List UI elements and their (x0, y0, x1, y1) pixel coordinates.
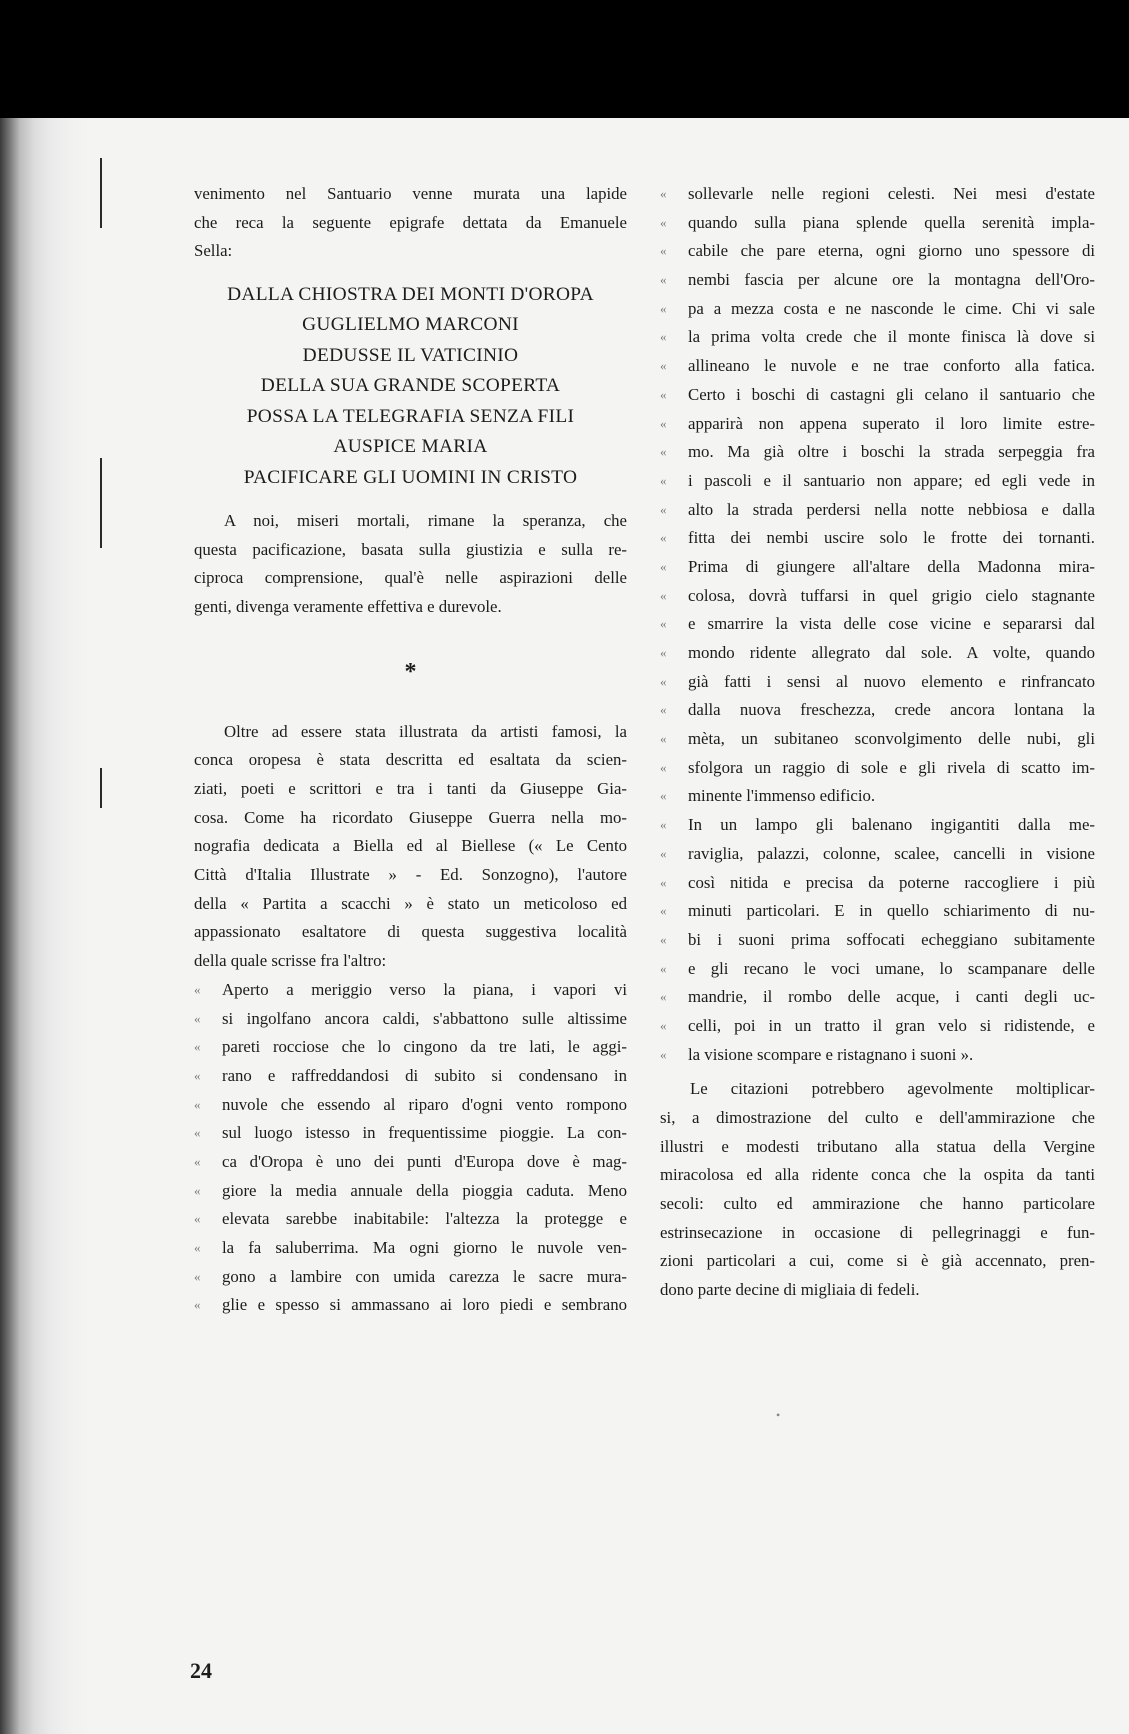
quote-block-final (660, 811, 1095, 1069)
quote-line: « gono a lambire con umida carezza le sacre mura- (194, 1263, 627, 1292)
quote-line: « ca d'Oropa è uno dei punti d'Europa dove è mag- (194, 1148, 627, 1177)
quote-line: « Aperto a meriggio verso la piana, i vapori vi (194, 976, 627, 1005)
quote-line: « cabile che pare eterna, ogni giorno uno spessore di (660, 237, 1095, 266)
quote-line: « Prima di giungere all'altare della Madonna mira- (660, 553, 1095, 582)
intro-paragraph (194, 180, 627, 266)
paragraph-line: genti, divenga veramente effettiva e durevole. (194, 596, 502, 616)
epigraph-line: GUGLIELMO MARCONI (302, 314, 519, 336)
epigraph-line: PACIFICARE GLI UOMINI IN CRISTO (243, 466, 578, 488)
epigraph-line: DEDUSSE IL VATICINIO (302, 344, 519, 366)
quote-line: « allineano le nuvole e ne trae conforto alla fatica. (660, 352, 1095, 381)
quote-line: « sfolgora un raggio di sole e gli rivela di scatto im- (660, 754, 1095, 783)
right-column (660, 180, 1095, 1305)
quote-line: « minuti particolari. E in quello schiarimento di nu- (660, 897, 1095, 926)
paragraph-line: appassionato esaltatore di questa suggestiva località (194, 922, 627, 942)
paragraph-line: Città d'Italia Illustrate » - Ed. Sonzogno), l'autore (194, 865, 627, 885)
quote-line: « celli, poi in un tratto il gran velo si ridistende, e (660, 1012, 1095, 1041)
quote-line: « Certo i boschi di castagni gli celano il santuario che (660, 381, 1095, 410)
book-page (0, 118, 1129, 1734)
quote-block (194, 976, 627, 1320)
paragraph-line: cosa. Come ha ricordato Giuseppe Guerra nella mo- (194, 807, 627, 827)
paragraph-line: ziati, poeti e scrittori e tra i tanti da Giuseppe Gia- (194, 779, 627, 799)
stray-mark: • (776, 1408, 781, 1422)
closing-paragraph (660, 1075, 1095, 1305)
epigraph-line: POSSA LA TELEGRAFIA SENZA FILI (246, 405, 575, 427)
quote-line: « giore la media annuale della pioggia caduta. Meno (194, 1177, 627, 1206)
quote-line: « i pascoli e il santuario non appare; ed egli vede in (660, 467, 1095, 496)
quote-line: « la visione scompare e ristagnano i suoni ». (660, 1041, 1095, 1070)
quote-line: « nembi fascia per alcune ore la montagna dell'Oro- (660, 266, 1095, 295)
quote-line: « pareti rocciose che lo cingono da tre lati, le aggi- (194, 1033, 627, 1062)
epigraph-line: DELLA SUA GRANDE SCOPERTA (260, 375, 561, 397)
paragraph-line: zioni particolari a cui, come si è già accennato, pren- (660, 1251, 1095, 1271)
epigraph-line: AUSPICE MARIA (333, 436, 488, 458)
quote-line: « la prima volta crede che il monte finisca là dove si (660, 323, 1095, 352)
page-number: 24 (190, 1658, 212, 1683)
quote-line: « dalla nuova freschezza, crede ancora lontana la (660, 696, 1095, 725)
paragraph-line: estrinsecazione in occasione di pellegrinaggi e fun- (660, 1222, 1095, 1242)
quote-line: « bi i suoni prima soffocati echeggiano subitamente (660, 926, 1095, 955)
paragraph-line: ciproca comprensione, qual'è nelle aspirazioni delle (194, 568, 627, 588)
quote-line: « già fatti i sensi al nuovo elemento e rinfrancato (660, 668, 1095, 697)
quote-line: « quando sulla piana splende quella serenità impla- (660, 209, 1095, 238)
quote-line: « nuvole che essendo al riparo d'ogni vento rompono (194, 1091, 627, 1120)
intro-line: che reca la seguente epigrafe dettata da Emanuele (194, 212, 627, 232)
quote-line: « mondo ridente allegrato dal sole. A volte, quando (660, 639, 1095, 668)
quote-line: « glie e spesso si ammassano ai loro piedi e sembrano (194, 1291, 627, 1320)
paragraph-line: della « Partita a scacchi » è stato un meticoloso ed (194, 893, 627, 913)
quote-line: « minente l'immenso edificio. (660, 782, 1095, 811)
paragraph-line: dono parte decine di migliaia di fedeli. (660, 1280, 920, 1300)
section-paragraph (194, 718, 627, 976)
quote-line: « alto la strada perdersi nella notte nebbiosa e dalla (660, 496, 1095, 525)
quote-line: « colosa, dovrà tuffarsi in quel grigio cielo stagnante (660, 582, 1095, 611)
epigraph-line: DALLA CHIOSTRA DEI MONTI D'OROPA (227, 284, 594, 306)
quote-block-continued (660, 180, 1095, 811)
quote-line: « mèta, un subitaneo sconvolgimento delle nubi, gli (660, 725, 1095, 754)
paragraph-line: questa pacificazione, basata sulla giustizia e sulla re- (194, 539, 627, 559)
section-separator: * (404, 658, 417, 685)
quote-line: « elevata sarebbe inabitabile: l'altezza la protegge e (194, 1205, 627, 1234)
quote-line: « rano e raffreddandosi di subito si condensano in (194, 1062, 627, 1091)
paragraph-line: illustri e modesti tributano alla statua della Vergine (660, 1136, 1095, 1156)
quote-line: « si ingolfano ancora caldi, s'abbattono sulle altissime (194, 1005, 627, 1034)
paragraph-line: Oltre ad essere stata illustrata da artisti famosi, la (224, 721, 627, 741)
paragraph-line: miracolosa ed alla ridente conca che la ospita da tanti (660, 1165, 1095, 1185)
after-epigraph-paragraph (194, 507, 627, 622)
paragraph-line: della quale scrisse fra l'altro: (194, 951, 387, 971)
quote-line: « e smarrire la vista delle cose vicine e separarsi dal (660, 610, 1095, 639)
left-column (194, 180, 627, 1320)
paragraph-line: A noi, miseri mortali, rimane la speranza, che (224, 510, 627, 530)
quote-line: « mandrie, il rombo delle acque, i canti degli uc- (660, 983, 1095, 1012)
quote-line: « In un lampo gli balenano ingigantiti dalla me- (660, 811, 1095, 840)
quote-line: « pa a mezza costa e ne nasconde le cime. Chi vi sale (660, 295, 1095, 324)
paragraph-line: Le citazioni potrebbero agevolmente moltiplicar- (690, 1079, 1095, 1099)
paragraph-line: conca oropesa è stata descritta ed esaltata da scien- (194, 750, 627, 770)
intro-line: venimento nel Santuario venne murata una lapide (194, 184, 627, 203)
quote-line: « sollevarle nelle regioni celesti. Nei mesi d'estate (660, 180, 1095, 209)
paragraph-line: secoli: culto ed ammirazione che hanno particolare (660, 1194, 1095, 1214)
quote-line: « sul luogo istesso in frequentissime pioggie. La con- (194, 1119, 627, 1148)
paragraph-line: si, a dimostrazione del culto e dell'ammirazione che (660, 1108, 1095, 1127)
intro-line: Sella: (194, 241, 233, 261)
quote-line: « la fa saluberrima. Ma ogni giorno le nuvole ven- (194, 1234, 627, 1263)
epigraph (194, 280, 627, 493)
page-gutter-shadow (0, 118, 92, 1734)
quote-line: « fitta dei nembi uscire solo le frotte dei tornanti. (660, 524, 1095, 553)
quote-line: « così nitida e precisa da poterne raccogliere i più (660, 869, 1095, 898)
paragraph-line: nografia dedicata a Biella ed al Biellese (« Le Cento (194, 836, 627, 856)
quote-line: « mo. Ma già oltre i boschi la strada serpeggia fra (660, 438, 1095, 467)
quote-line: « raviglia, palazzi, colonne, scalee, cancelli in visione (660, 840, 1095, 869)
quote-line: « apparirà non appena superato il loro limite estre- (660, 410, 1095, 439)
quote-line: « e gli recano le voci umane, lo scampanare delle (660, 955, 1095, 984)
